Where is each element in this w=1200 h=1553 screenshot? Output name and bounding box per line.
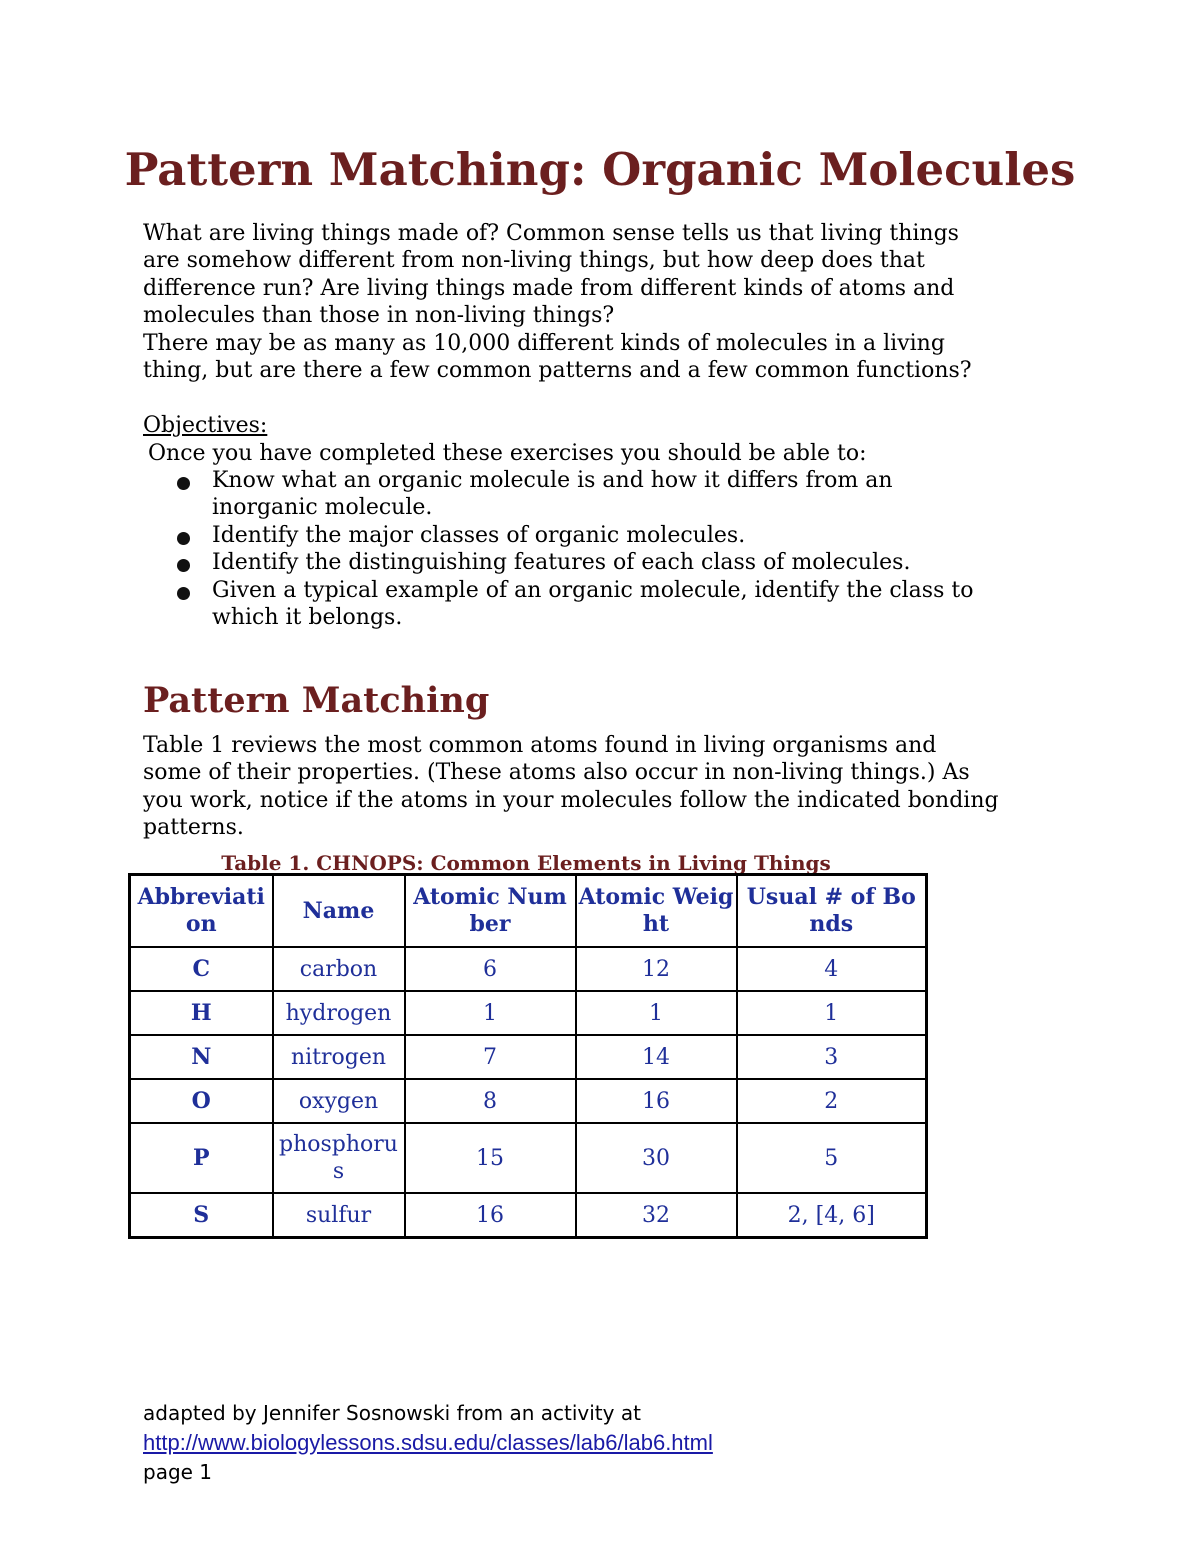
elements-table bbox=[128, 873, 928, 1239]
objective-item bbox=[143, 577, 1043, 632]
table-cell: phosphorus bbox=[273, 1123, 405, 1193]
table-cell: 2, [4, 6] bbox=[737, 1193, 927, 1238]
table-row bbox=[130, 947, 927, 991]
objective-text: Identify the distinguishing features of each class of molecules. bbox=[212, 550, 911, 576]
table-cell: S bbox=[130, 1193, 273, 1238]
table-cell: hydrogen bbox=[273, 991, 405, 1035]
column-header: Atomic Weight bbox=[576, 875, 737, 948]
objective-text: which it belongs. bbox=[212, 605, 403, 631]
objectives-intro: Once you have completed these exercises you should be able to: bbox=[148, 441, 867, 466]
column-header: Abbreviation bbox=[130, 875, 273, 948]
table-cell: sulfur bbox=[273, 1193, 405, 1238]
objectives-heading: Objectives: bbox=[143, 413, 268, 438]
table-cell: carbon bbox=[273, 947, 405, 991]
table-cell: 30 bbox=[576, 1123, 737, 1193]
table-row bbox=[130, 1123, 927, 1193]
objective-text: Know what an organic molecule is and how it differs from an bbox=[212, 468, 893, 493]
table-cell: 6 bbox=[405, 947, 576, 991]
table-cell: 1 bbox=[576, 991, 737, 1035]
bullet-icon bbox=[177, 532, 190, 545]
table-cell: 32 bbox=[576, 1193, 737, 1238]
intro-line: are somehow different from non-living things, but how deep does that bbox=[143, 248, 925, 274]
table-cell: nitrogen bbox=[273, 1035, 405, 1079]
column-header: Name bbox=[273, 875, 405, 948]
page-title: Pattern Matching: Organic Molecules bbox=[124, 143, 1076, 196]
section-heading: Pattern Matching bbox=[143, 680, 490, 721]
table-cell: P bbox=[130, 1123, 273, 1193]
table-row bbox=[130, 1079, 927, 1123]
section-line: you work, notice if the atoms in your molecules follow the indicated bonding bbox=[143, 787, 999, 813]
section-line: patterns. bbox=[143, 815, 244, 841]
table-cell: 3 bbox=[737, 1035, 927, 1079]
section-line: Table 1 reviews the most common atoms found in living organisms and bbox=[143, 733, 937, 758]
intro-line: There may be as many as 10,000 different kinds of molecules in a living bbox=[143, 330, 945, 356]
objective-item bbox=[143, 549, 1043, 576]
bullet-icon bbox=[177, 559, 190, 572]
intro-line: molecules than those in non-living things? bbox=[143, 303, 615, 329]
table-cell: 12 bbox=[576, 947, 737, 991]
table-row bbox=[130, 1035, 927, 1079]
table-row bbox=[130, 1193, 927, 1238]
table-cell: 2 bbox=[737, 1079, 927, 1123]
source-link[interactable]: http://www.biologylessons.sdsu.edu/classes/lab6/lab6.html bbox=[143, 1430, 713, 1455]
table-cell: N bbox=[130, 1035, 273, 1079]
table-cell: C bbox=[130, 947, 273, 991]
table-cell: 15 bbox=[405, 1123, 576, 1193]
table-cell: 7 bbox=[405, 1035, 576, 1079]
column-header: Atomic Number bbox=[405, 875, 576, 948]
table-header-row bbox=[130, 875, 927, 948]
table-cell: 14 bbox=[576, 1035, 737, 1079]
objectives-list bbox=[143, 467, 1043, 631]
table-cell: oxygen bbox=[273, 1079, 405, 1123]
intro-line: difference run? Are living things made from different kinds of atoms and bbox=[143, 275, 955, 301]
bullet-icon bbox=[177, 587, 190, 600]
section-paragraph bbox=[143, 732, 1063, 842]
table-cell: 16 bbox=[405, 1193, 576, 1238]
table-cell: 8 bbox=[405, 1079, 576, 1123]
intro-paragraph bbox=[143, 220, 1043, 384]
footer bbox=[143, 1399, 713, 1487]
objective-item bbox=[143, 467, 1043, 522]
table-cell: 4 bbox=[737, 947, 927, 991]
objective-text: inorganic molecule. bbox=[212, 495, 433, 521]
table-caption: Table 1. CHNOPS: Common Elements in Living Things bbox=[221, 851, 831, 875]
intro-line: thing, but are there a few common patterns and a few common functions? bbox=[143, 358, 972, 384]
intro-line: What are living things made of? Common sense tells us that living things bbox=[143, 221, 959, 246]
table-row bbox=[130, 991, 927, 1035]
table-cell: 16 bbox=[576, 1079, 737, 1123]
table-cell: 5 bbox=[737, 1123, 927, 1193]
table-cell: O bbox=[130, 1079, 273, 1123]
column-header: Usual # of Bonds bbox=[737, 875, 927, 948]
page-number: page 1 bbox=[143, 1460, 213, 1484]
table-cell: 1 bbox=[405, 991, 576, 1035]
section-line: some of their properties. (These atoms also occur in non-living things.) As bbox=[143, 760, 970, 786]
table-cell: H bbox=[130, 991, 273, 1035]
objective-item bbox=[143, 522, 1043, 549]
bullet-icon bbox=[177, 477, 190, 490]
objective-text: Given a typical example of an organic molecule, identify the class to bbox=[212, 577, 974, 603]
table-cell: 1 bbox=[737, 991, 927, 1035]
footer-credit: adapted by Jennifer Sosnowski from an activity at bbox=[143, 1401, 641, 1425]
objective-text: Identify the major classes of organic molecules. bbox=[212, 522, 746, 548]
